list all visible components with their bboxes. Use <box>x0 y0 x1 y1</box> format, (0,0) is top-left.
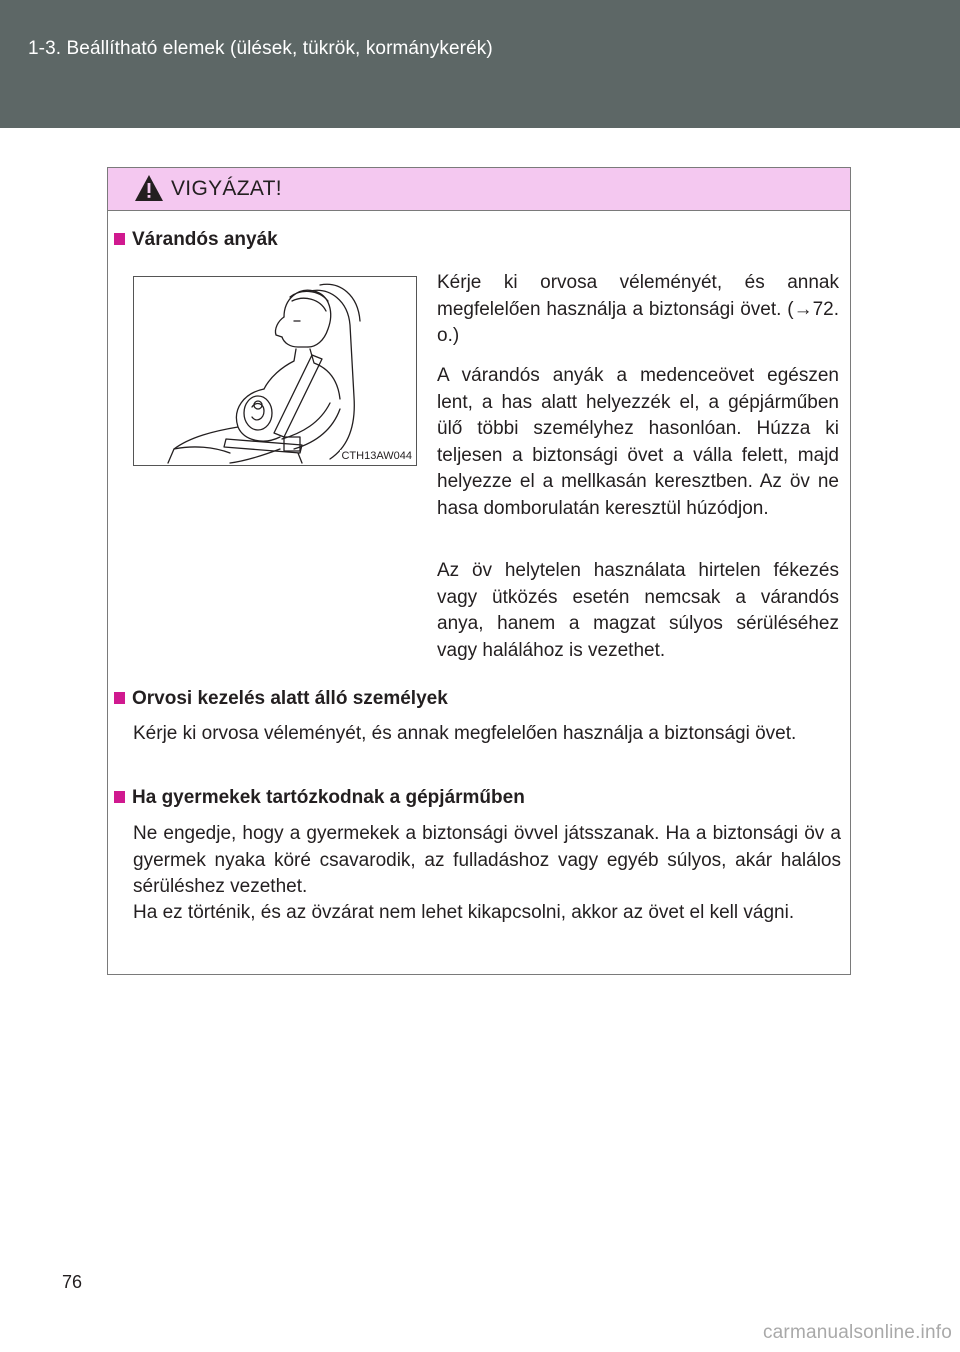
header-band <box>0 0 960 128</box>
footer-watermark: carmanualsonline.info <box>762 1322 952 1343</box>
pregnant-paragraph-2: A várandós anyák a medenceövet egészen lent, a has alatt helyezzék el, a gépjárműben ülő többi személyhez hasonlóan. Húzza ki teljesen a biztonsági övet a válla felett, majd helyezze el a mellkasán keresztben. Az öv ne hasa domborulatán keresztül húzódjon. <box>437 365 839 519</box>
caution-box <box>107 167 851 975</box>
section-heading-medical: Orvosi kezelés alatt álló személyek <box>114 688 448 710</box>
bullet-square-icon <box>114 233 125 245</box>
warning-triangle-icon <box>134 174 164 202</box>
pregnant-woman-seatbelt-drawing <box>134 277 416 465</box>
medical-paragraph: Kérje ki orvosa véleményét, és annak megfelelően használja a biztonsági övet. <box>133 723 797 744</box>
pregnant-paragraph-1: Kérje ki orvosa véleményét, és annak megfelelően használja a biztonsági övet. (→72. o.) <box>437 272 839 346</box>
bullet-square-icon <box>114 692 125 704</box>
children-paragraph-1: Ne engedje, hogy a gyermekek a biztonsági övvel játsszanak. Ha a biztonsági öv a gyermek nyaka köré csavarodik, az fulladáshoz vagy egyéb súlyos, akár halálos sérüléshez vezethet. <box>133 823 841 897</box>
pregnant-paragraph-3: Az öv helytelen használata hirtelen fékezés vagy ütközés esetén nemcsak a várandós anya, hanem a magzat súlyos sérüléséhez vagy halálához is vezethet. <box>437 560 839 661</box>
illustration-pregnant-seatbelt <box>133 276 417 466</box>
illustration-code: CTH13AW044 <box>341 450 412 462</box>
section-heading-children: Ha gyermekek tartózkodnak a gépjárműben <box>114 787 525 809</box>
caution-header <box>108 168 850 211</box>
caution-title: VIGYÁZAT! <box>171 177 282 200</box>
bullet-square-icon <box>114 791 125 803</box>
section-heading-pregnant: Várandós anyák <box>114 229 278 251</box>
section-title: 1-3. Beállítható elemek (ülések, tükrök, kormánykerék) <box>28 38 493 59</box>
children-paragraph-2: Ha ez történik, és az övzárat nem lehet kikapcsolni, akkor az övet el kell vágni. <box>133 902 795 923</box>
page-number: 76 <box>62 1272 83 1292</box>
